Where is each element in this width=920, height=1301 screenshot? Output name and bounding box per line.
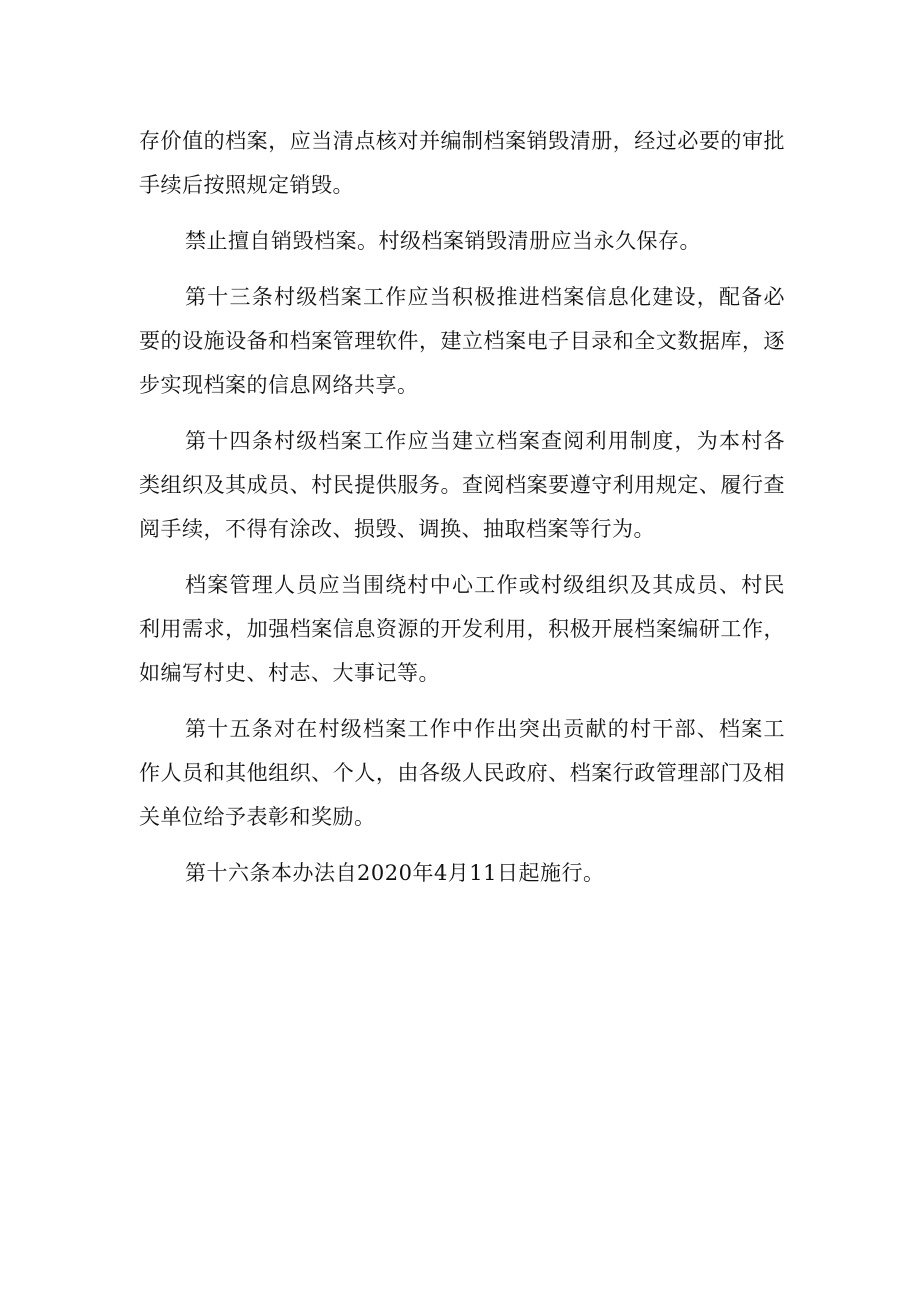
paragraph-article-15: 第十五条对在村级档案工作中作出突出贡献的村干部、档案工作人员和其他组织、个人，由各级人民政府、档案行政管理部门及相关单位给予表彰和奖励。 <box>139 717 785 829</box>
paragraph-article-13: 第十三条村级档案工作应当积极推进档案信息化建设，配备必要的设施设备和档案管理软件，建立档案电子目录和全文数据库，逐步实现档案的信息网络共享。 <box>139 285 785 397</box>
document-body <box>139 119 785 895</box>
paragraph-prohibit-destruction: 禁止擅自销毁档案。村级档案销毁清册应当永久保存。 <box>185 229 701 253</box>
paragraph-article-14: 第十四条村级档案工作应当建立档案查阅利用制度，为本村各类组织及其成员、村民提供服务。查阅档案要遵守利用规定、履行查阅手续，不得有涂改、损毁、调换、抽取档案等行为。 <box>139 429 785 541</box>
paragraph-archive-staff: 档案管理人员应当围绕村中心工作或村级组织及其成员、村民利用需求，加强档案信息资源的开发利用，积极开展档案编研工作，如编写村史、村志、大事记等。 <box>139 573 785 685</box>
paragraph-continuation: 存价值的档案，应当清点核对并编制档案销毁清册，经过必要的审批手续后按照规定销毁。 <box>139 129 785 197</box>
paragraph-article-16: 第十六条本办法自2020年4月11日起施行。 <box>185 861 605 885</box>
